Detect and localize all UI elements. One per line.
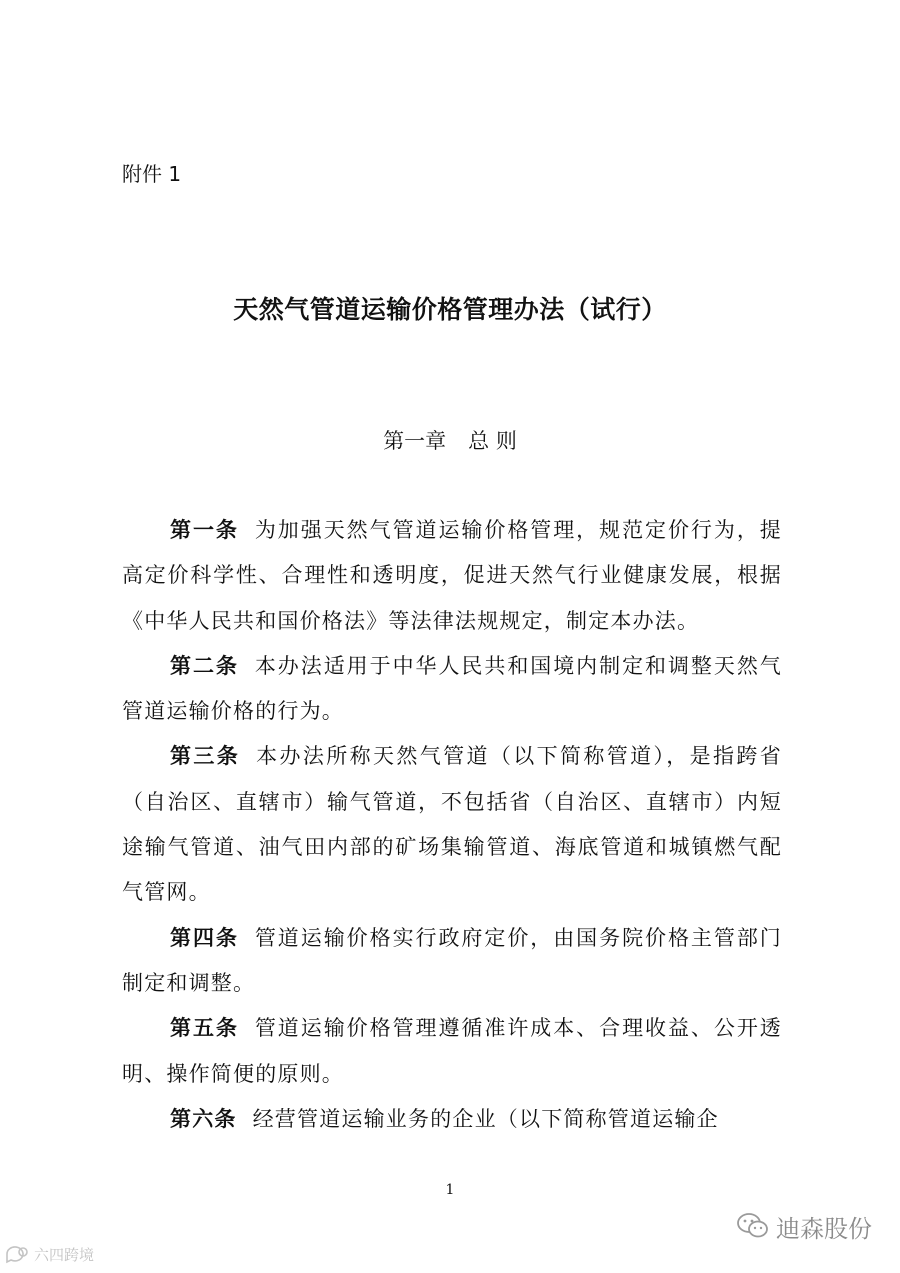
document-title: 天然气管道运输价格管理办法（试行） [233, 295, 667, 324]
article-number: 第三条 [170, 744, 241, 769]
chapter-name: 总 则 [468, 429, 517, 453]
article-number: 第一条 [170, 518, 239, 542]
article-text: 管道运输价格实行政府定价，由国务院价格主管部门制定和调整。 [122, 925, 782, 995]
article-4 [122, 916, 782, 1007]
article-6 [122, 1097, 782, 1142]
articles [122, 508, 782, 1142]
article-text: 经营管道运输业务的企业（以下简称管道运输企 [252, 1106, 719, 1131]
watermark-right [736, 1208, 872, 1244]
article-text: 管道运输价格管理遵循准许成本、合理收益、公开透明、操作简便的原则。 [122, 1016, 782, 1086]
article-number: 第五条 [170, 1016, 239, 1041]
article-number: 第四条 [170, 925, 239, 950]
article-2 [122, 644, 782, 735]
article-text: 本办法适用于中华人民共和国境内制定和调整天然气管道运输价格的行为。 [122, 653, 782, 724]
chat-bubble-icon [4, 1244, 30, 1264]
watermark-left-text: 六四跨境 [34, 1245, 95, 1264]
article-1 [122, 508, 782, 644]
article-text: 为加强天然气管道运输价格管理，规范定价行为，提高定价科学性、合理性和透明度，促进天然气行业健康发展，根据《中华人民共和国价格法》等法律法规规定，制定本办法。 [122, 518, 782, 633]
chapter-heading [0, 425, 900, 457]
article-number: 第二条 [170, 653, 239, 678]
article-5 [122, 1006, 782, 1097]
watermark-left [4, 1240, 94, 1268]
page-number: 1 [445, 1182, 455, 1198]
attachment-label: 附件 1 [122, 162, 182, 186]
wechat-icon [736, 1212, 770, 1240]
watermark-right-text: 迪森股份 [776, 1214, 872, 1243]
article-number: 第六条 [170, 1106, 237, 1131]
article-3 [122, 734, 782, 915]
article-text: 本办法所称天然气管道（以下简称管道），是指跨省（自治区、直辖市）输气管道，不包括省（自治区、直辖市）内短途输气管道、油气田内部的矿场集输管道、海底管道和城镇燃气配气管网。 [122, 744, 782, 905]
chapter-number: 第一章 [383, 429, 447, 453]
